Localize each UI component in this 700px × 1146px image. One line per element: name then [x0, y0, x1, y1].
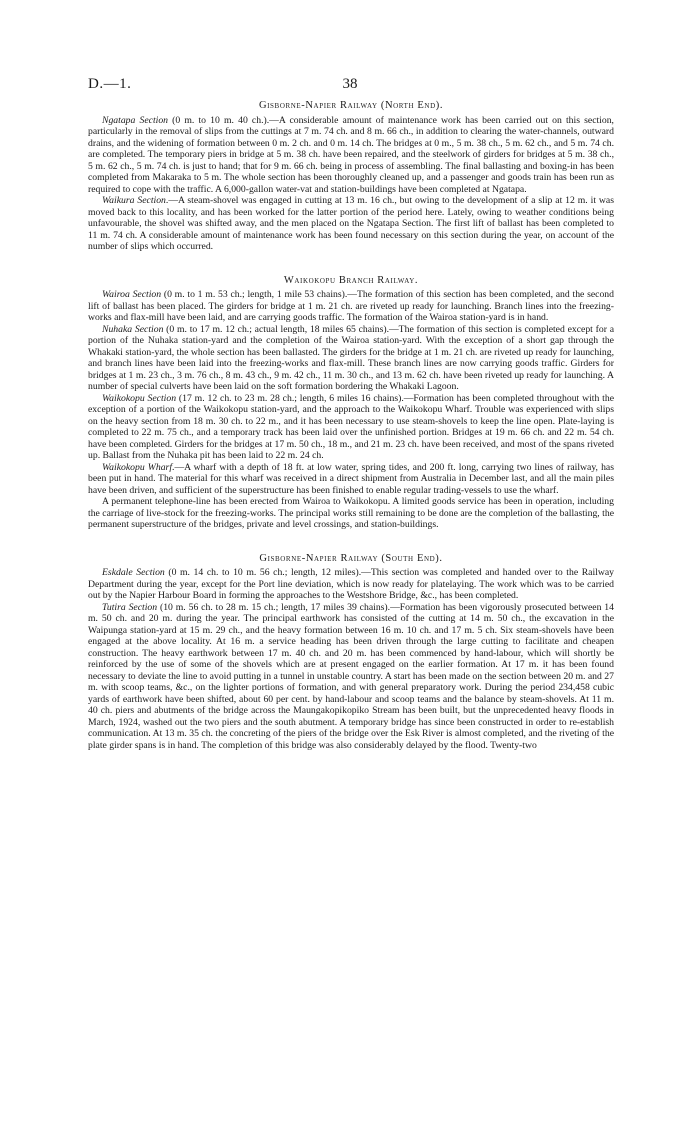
- section-lead: Waikokopu Section: [102, 392, 177, 404]
- page-content: [88, 100, 614, 751]
- paragraph-text: .—A steam-shovel was engaged in cutting at 13 m. 16 ch., but owing to the development of a slip at 12 m. it was moved back to this locality, and has been worked for the latter portion of the period here. Lately, owing to weather conditions being unfavourable, the shovel was shifted away, and the men placed on the Ngatapa Section. The first lift of ballast has been completed to 11 m. 74 ch. A considerable amount of maintenance work has been found necessary on this section during the year, on account of the number of slips which occurred.: [88, 195, 614, 252]
- paragraph-text: (17 m. 12 ch. to 23 m. 28 ch.; length, 6 miles 16 chains).—Formation has been completed throughout with the exception of a portion of the Waikokopu station-yard, and the approach to the Waikokopu Wharf. Trouble was experienced with slips on the heavy section from 18 m. 30 ch. to 22 m., and it has been necessary to use steam-shovels to keep the line open. Plate-laying is completed to 22 m. 75 ch., and a temporary track has been laid over the unfinished portion. Bridges at 19 m. 66 ch. and 22 m. 54 ch. have been completed. Girders for the bridges at 17 m. 50 ch., 18 m., and 21 m. 23 ch. have been received, and most of the spans riveted up. Ballast from the Nuhaka pit has been laid to 22 m. 24 ch.: [88, 392, 614, 461]
- running-head: [88, 76, 612, 94]
- paragraph-text: A permanent telephone-line has been erected from Wairoa to Waikokopu. A limited goods service has been in operation, including the carriage of live-stock for the freezing-works. The principal works still remaining to be done are the completion of the ballasting, the permanent superstructure of the bridges, private and level crossings, and station-buildings.: [88, 496, 614, 530]
- section-lead: Ngatapa Section: [102, 114, 169, 126]
- paragraph-text: (0 m. 14 ch. to 10 m. 56 ch.; length, 12 miles).—This section was completed and handed over to the Railway Department during the year, except for the Port line deviation, which is now ready for platelaying. The work which was to be carried out by the Napier Harbour Board in forming the approaches to the Westshore Bridge, &c., has been completed.: [88, 567, 614, 601]
- paragraph: [88, 195, 614, 253]
- paragraph: [88, 567, 614, 602]
- section-waikokopu-branch: [88, 275, 614, 531]
- section-lead: Wairoa Section: [102, 289, 162, 300]
- section-lead: Tutira Section: [102, 601, 158, 613]
- paragraph-text: (0 m. to 17 m. 12 ch.; actual length, 18 miles 65 chains).—The formation of this section is completed except for a portion of the Nuhaka station-yard and the completion of the Wairoa station-yard. With the exception of a short gap through the Whakaki station-yard, the whole section has been ballasted. The girders for the bridge at 1 m. 21 ch. are riveted up ready for launching, and branch lines have been laid into the freezing-works and flax-mill. These branch lines are now carrying goods traffic. Girders for bridges at 1 m. 23 ch., 3 m. 76 ch., 8 m. 43 ch., 9 m. 42 ch., 11 m. 30 ch., and 13 m. 62 ch. have been riveted up ready for launching. A number of special culverts have been laid on the soft formation bordering the Whakaki Lagoon.: [88, 323, 614, 392]
- paragraph-text: .—A wharf with a depth of 18 ft. at low water, spring tides, and 200 ft. long, carrying two lines of railway, has been put in hand. The material for this wharf was received in a direct shipment from Australia in December last, and all the main piles have been driven, and sufficient of the superstructure has been finished to enable regular trading-vessels to use the wharf.: [88, 461, 614, 496]
- paragraph: [88, 462, 614, 497]
- section-heading: Gisborne-Napier Railway (South End).: [259, 552, 443, 564]
- paragraph: [88, 115, 614, 196]
- section-heading: Gisborne-Napier Railway (North End).: [258, 100, 444, 111]
- paragraph-text: (0 m. to 1 m. 53 ch.; length, 1 mile 53 chains).—The formation of this section has been completed, and the second lift of ballast has been placed. The girders for bridge at 1 m. 21 ch. are riveted up ready for launching. Branch lines into the freezing-works and flax-mill have been laid, and are carrying goods traffic. The formation of the Wairoa station-yard is in hand.: [88, 289, 614, 323]
- paragraph: [88, 496, 614, 531]
- document-reference: D.—1.: [88, 76, 132, 92]
- section-heading: Waikokopu Branch Railway.: [283, 274, 419, 286]
- paragraph: [88, 602, 614, 752]
- paragraph: [88, 324, 614, 393]
- section-south-end: [88, 553, 614, 752]
- paragraph-text: (0 m. to 10 m. 40 ch.).—A considerable amount of maintenance work has been carried out on this section, particularly in the removal of slips from the cuttings at 7 m. 74 ch. and 8 m. 66 ch., in addition to clearing the water-channels, outward drains, and the widening of formation between 0 m. 2 ch. and 0 m. 14 ch. The bridges at 0 m., 5 m. 38 ch., 5 m. 62 ch., and 5 m. 74 ch. are completed. The temporary piers in bridge at 5 m. 38 ch. have been repaired, and the steelwork of girders for bridges at 5 m. 38 ch., 5 m. 62 ch., 5 m. 74 ch. is just to hand; that for 9 m. 66 ch. being in process of assembling. The final ballasting and boxing-in has been completed from Makaraka to 5 m. The whole section has been thoroughly cleaned up, and a passenger and goods train has been run as required to cope with the traffic. A 6,000-gallon water-vat and station-buildings have been completed at Ngatapa.: [88, 114, 614, 195]
- paragraph: [88, 393, 614, 462]
- page-number: 38: [342, 76, 358, 92]
- section-lead: Eskdale Section: [102, 567, 165, 578]
- paragraph: [88, 289, 614, 324]
- paragraph-text: (10 m. 56 ch. to 28 m. 15 ch.; length, 17 miles 39 chains).—Formation has been vigorously prosecuted between 14 m. 50 ch. and 20 m. during the year. The principal earthwork has consisted of the cutting at 14 m. 50 ch., the excavation in the Waipunga station-yard at 15 m. 29 ch., and the heavy formation between 16 m. 10 ch. and 17 m. 5 ch. Six steam-shovels have been engaged at the above locality. At 16 m. a service heading has been driven through the large cutting to facilitate and cheapen construction. The heavy earthwork between 17 m. 40 ch. and 20 m. has been commenced by hand-labour, which will shortly be reinforced by the use of some of the shovels which are at present engaged on the earlier formation. At 17 m. it has been found necessary to deviate the line to avoid putting in a tunnel in unstable country. A start has been made on the section between 20 m. and 27 m. with scoop teams, &c., on the lighter portions of formation, and with general preparatory work. During the period 234,458 cubic yards of earthwork have been shifted, about 60 per cent. by hand-labour and scoop teams and the balance by steam-shovels. At 11 m. 40 ch. piers and abutments of the bridge across the Maungakopikopiko Stream has been built, but the unprecedented heavy floods in March, 1924, washed out the two piers and the south abutment. A temporary bridge has since been constructed in order to re-establish communication. At 13 m. 35 ch. the concreting of the piers of the bridge over the Esk River is almost completed, and the riveting of the plate girder spans is in hand. The completion of this bridge was also considerably delayed by the flood. Twenty-two: [88, 601, 614, 751]
- section-lead: Waikura Section: [102, 195, 166, 206]
- section-lead: Waikokopu Wharf: [102, 461, 173, 473]
- section-lead: Nuhaka Section: [102, 323, 164, 335]
- section-north-end: [88, 100, 614, 253]
